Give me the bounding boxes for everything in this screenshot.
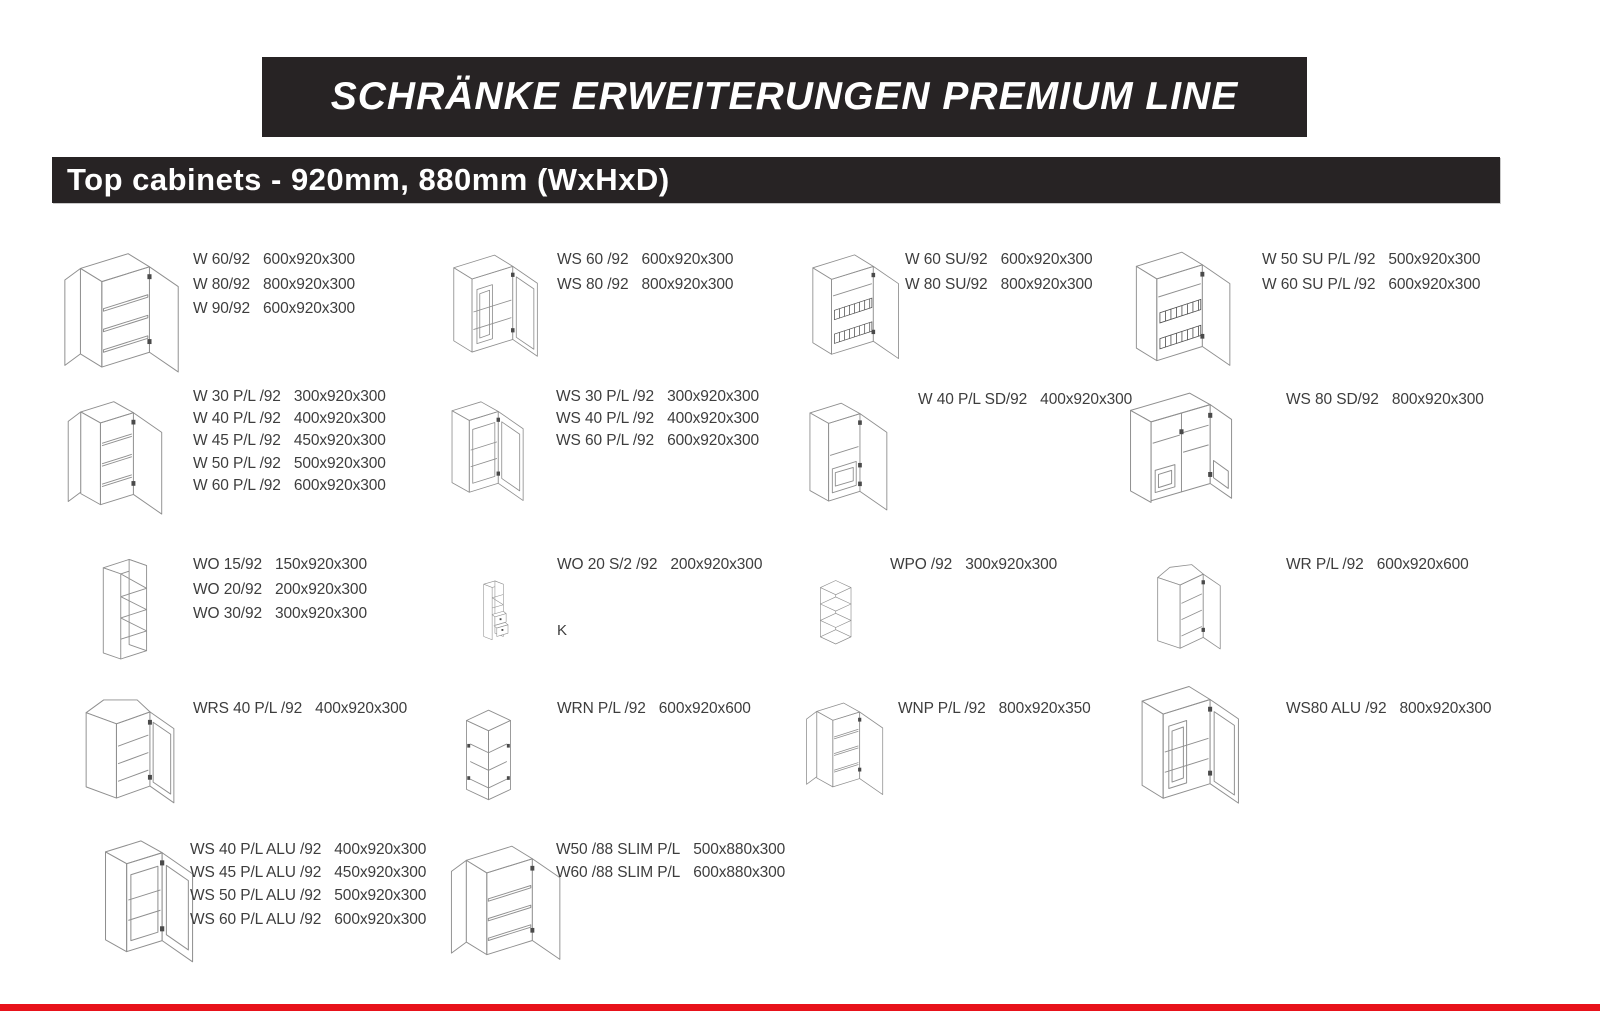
product-size: 200x920x300 <box>274 580 367 598</box>
product-code: WRN P/L /92 <box>557 700 646 717</box>
product-size: 600x880x300 <box>693 864 786 882</box>
product-code: WS80 ALU /92 <box>1286 700 1387 717</box>
product-code: W 80 SU/92 <box>905 275 988 293</box>
product-size: 200x920x300 <box>670 556 763 573</box>
product-label-block <box>918 388 1132 413</box>
corner-glass-cabinet-drawing <box>55 676 205 810</box>
product-code: W 45 P/L /92 <box>193 432 281 450</box>
sub-door-cabinet-drawing <box>795 380 907 522</box>
product-label-block <box>556 838 785 884</box>
product-size: 600x920x300 <box>1000 251 1093 268</box>
product-code: WS 60 P/L ALU /92 <box>190 910 322 928</box>
product-size: 600x920x300 <box>1388 275 1481 293</box>
product-label-block <box>193 386 386 497</box>
product-code: W 60/92 <box>193 251 251 268</box>
product-label-block <box>1262 248 1480 297</box>
glass-single-door-cabinet-drawing <box>420 388 560 504</box>
product-label-block <box>1286 388 1484 413</box>
product-label-block <box>557 697 751 722</box>
product-size: 400x920x300 <box>1040 391 1133 408</box>
product-size: 800x920x300 <box>1391 391 1484 408</box>
product-code: WRS 40 P/L /92 <box>193 700 303 717</box>
product-code: W 60 SU P/L /92 <box>1262 275 1376 293</box>
product-label-block <box>898 697 1091 722</box>
product-label-block <box>193 697 407 722</box>
product-size: 500x880x300 <box>693 841 786 858</box>
product-size: 300x920x300 <box>667 388 760 405</box>
product-code: WPO /92 <box>890 556 953 573</box>
footer-accent-bar <box>0 1004 1600 1011</box>
corner-l-open-shelf-drawing <box>446 670 556 812</box>
product-size: 400x920x300 <box>334 841 427 858</box>
page-title-banner <box>262 57 1307 137</box>
product-size: 800x920x300 <box>1399 700 1492 717</box>
slim-double-door-cabinet-drawing <box>444 836 572 968</box>
product-label-block <box>557 553 762 578</box>
product-size: 300x920x300 <box>274 605 367 622</box>
product-label-block <box>193 553 367 627</box>
product-code: WS 50 P/L ALU /92 <box>190 887 322 905</box>
product-size: 450x920x300 <box>334 864 427 882</box>
product-code: WS 80 SD/92 <box>1286 391 1379 408</box>
section-header-bar <box>52 157 1500 203</box>
product-label-block <box>190 838 426 931</box>
product-size: 300x920x300 <box>965 556 1058 573</box>
product-code: W 50 SU P/L /92 <box>1262 251 1376 268</box>
product-code: WS 40 P/L /92 <box>556 410 655 428</box>
wide-sub-door-cabinet-drawing <box>1110 380 1248 518</box>
product-size: 500x920x300 <box>334 887 427 905</box>
product-code: WS 30 P/L /92 <box>556 388 655 405</box>
wire-basket-cabinet-drawing <box>797 242 905 370</box>
product-size: 400x920x300 <box>315 700 408 717</box>
drawer-unit-drawing <box>466 540 536 676</box>
product-code: W 90/92 <box>193 300 251 317</box>
product-label-block <box>556 386 759 453</box>
product-size: 800x920x300 <box>1000 275 1093 293</box>
product-code: WS 80 /92 <box>557 275 629 293</box>
product-size: 600x920x600 <box>658 700 751 717</box>
product-code: W 60 P/L /92 <box>193 476 281 494</box>
product-size: 600x920x600 <box>1376 556 1469 573</box>
corner-cabinet-drawing <box>1140 536 1242 668</box>
product-label-block <box>1286 553 1469 578</box>
product-code: WO 15/92 <box>193 556 262 573</box>
product-code: WS 60 P/L /92 <box>556 432 655 450</box>
corner-open-shelf-drawing <box>804 536 886 672</box>
product-size: 800x920x300 <box>641 275 734 293</box>
product-label-block <box>890 553 1057 578</box>
product-label-block <box>193 248 355 322</box>
alu-glass-cabinet-drawing <box>1124 676 1246 812</box>
product-size: 450x920x300 <box>293 432 386 450</box>
drawer-note-label: K <box>557 622 568 639</box>
double-door-cabinet-drawing <box>60 243 188 381</box>
product-size: 800x920x300 <box>263 275 356 293</box>
product-size: 400x920x300 <box>293 410 386 428</box>
product-code: W50 /88 SLIM P/L <box>556 841 681 858</box>
product-size: 600x920x300 <box>334 910 427 928</box>
product-code: WS 40 P/L ALU /92 <box>190 841 322 858</box>
product-code: WO 20/92 <box>193 580 262 598</box>
product-label-block <box>905 248 1093 297</box>
product-label-block <box>1286 697 1491 722</box>
product-code: W 60 SU/92 <box>905 251 988 268</box>
product-size: 600x920x300 <box>293 476 386 494</box>
page-title: SCHRÄNKE ERWEITERUNGEN PREMIUM LINE <box>330 75 1239 118</box>
product-size: 600x920x300 <box>667 432 760 450</box>
product-size: 600x920x300 <box>263 251 356 268</box>
product-code: W 40 P/L /92 <box>193 410 281 428</box>
product-size: 300x920x300 <box>293 388 386 405</box>
product-code: W 50 P/L /92 <box>193 454 281 472</box>
product-code: W 80/92 <box>193 275 251 293</box>
product-size: 150x920x300 <box>274 556 367 573</box>
single-door-cabinet-drawing <box>60 386 188 518</box>
product-label-block <box>557 248 733 297</box>
product-code: WNP P/L /92 <box>898 700 986 717</box>
tall-door-cabinet-drawing <box>804 676 900 812</box>
glass-double-door-cabinet-drawing <box>424 246 558 364</box>
product-code: WS 45 P/L ALU /92 <box>190 864 322 882</box>
product-size: 600x920x300 <box>641 251 734 268</box>
product-code: W 30 P/L /92 <box>193 388 281 405</box>
product-size: 400x920x300 <box>667 410 760 428</box>
wire-basket-tall-cabinet-drawing <box>1118 242 1238 374</box>
product-code: WO 20 S/2 /92 <box>557 556 658 573</box>
open-shelf-unit-drawing <box>82 536 196 668</box>
product-code: WS 60 /92 <box>557 251 629 268</box>
product-size: 500x920x300 <box>1388 251 1481 268</box>
product-size: 500x920x300 <box>293 454 386 472</box>
product-code: WR P/L /92 <box>1286 556 1364 573</box>
product-code: WO 30/92 <box>193 605 262 622</box>
product-size: 800x920x350 <box>998 700 1091 717</box>
section-title: Top cabinets - 920mm, 880mm (WxHxD) <box>67 162 670 197</box>
product-size: 600x920x300 <box>263 300 356 317</box>
product-code: W60 /88 SLIM P/L <box>556 864 681 882</box>
product-code: W 40 P/L SD/92 <box>918 391 1028 408</box>
